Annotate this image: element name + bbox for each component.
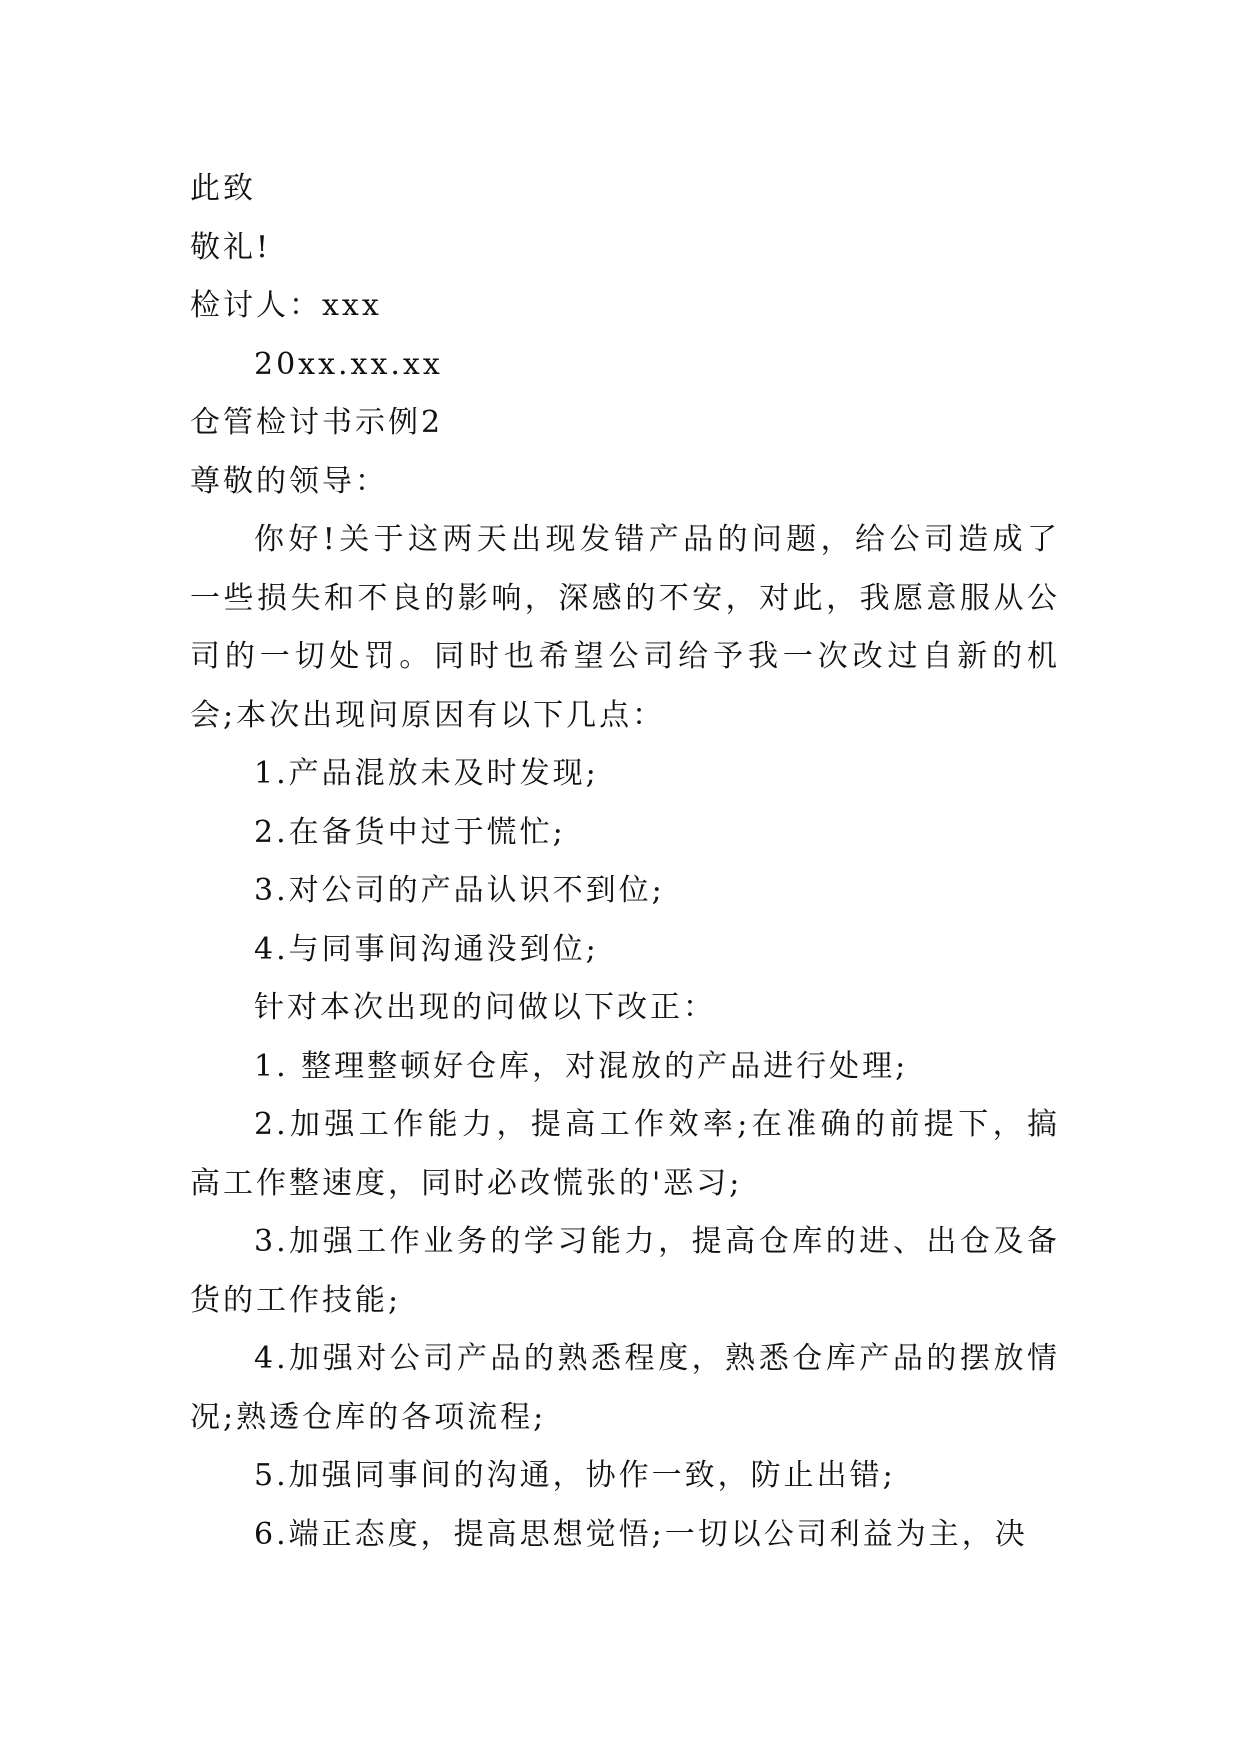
section-title: 仓管检讨书示例2 — [190, 405, 444, 440]
salutation: 尊敬的领导： — [190, 463, 388, 499]
intro-paragraph: 你好!关于这两天出现发错产品的问题，给公司造成了一些损失和不良的影响，深感的不安，对此，我愿意服从公司的一切处罚。同时也希望公司给予我一次改过自新的机会;本次出现问原因有以下几点： — [190, 522, 1060, 733]
reason-item: 1.产品混放未及时发现; — [254, 756, 599, 791]
correction-item: 4.加强对公司产品的熟悉程度，熟悉仓库产品的摆放情况;熟透仓库的各项流程; — [190, 1341, 1060, 1435]
correction-item: 6.端正态度，提高思想觉悟;一切以公司利益为主，决 — [254, 1516, 1028, 1552]
correction-item: 2.加强工作能力，提高工作效率;在准确的前提下，搞高工作整速度，同时必改慌张的'恶习; — [190, 1107, 1060, 1201]
closing-line-2: 敬礼! — [190, 229, 272, 265]
document-body — [190, 160, 1060, 1564]
closing-line-1: 此致 — [190, 171, 256, 206]
date-line: 20xx.xx.xx — [254, 346, 443, 382]
reason-item: 4.与同事间沟通没到位; — [254, 931, 599, 967]
reason-item: 2.在备货中过于慌忙; — [254, 814, 566, 850]
reason-item: 3.对公司的产品认识不到位; — [254, 873, 665, 908]
correction-item: 5.加强同事间的沟通，协作一致，防止出错; — [254, 1458, 896, 1493]
correction-item: 1. 整理整顿好仓库，对混放的产品进行处理; — [254, 1048, 909, 1084]
signer-line: 检讨人：xxx — [190, 288, 382, 323]
correction-item: 3.加强工作业务的学习能力，提高仓库的进、出仓及备货的工作技能; — [190, 1224, 1060, 1318]
corrections-intro: 针对本次出现的问做以下改正： — [254, 990, 716, 1025]
